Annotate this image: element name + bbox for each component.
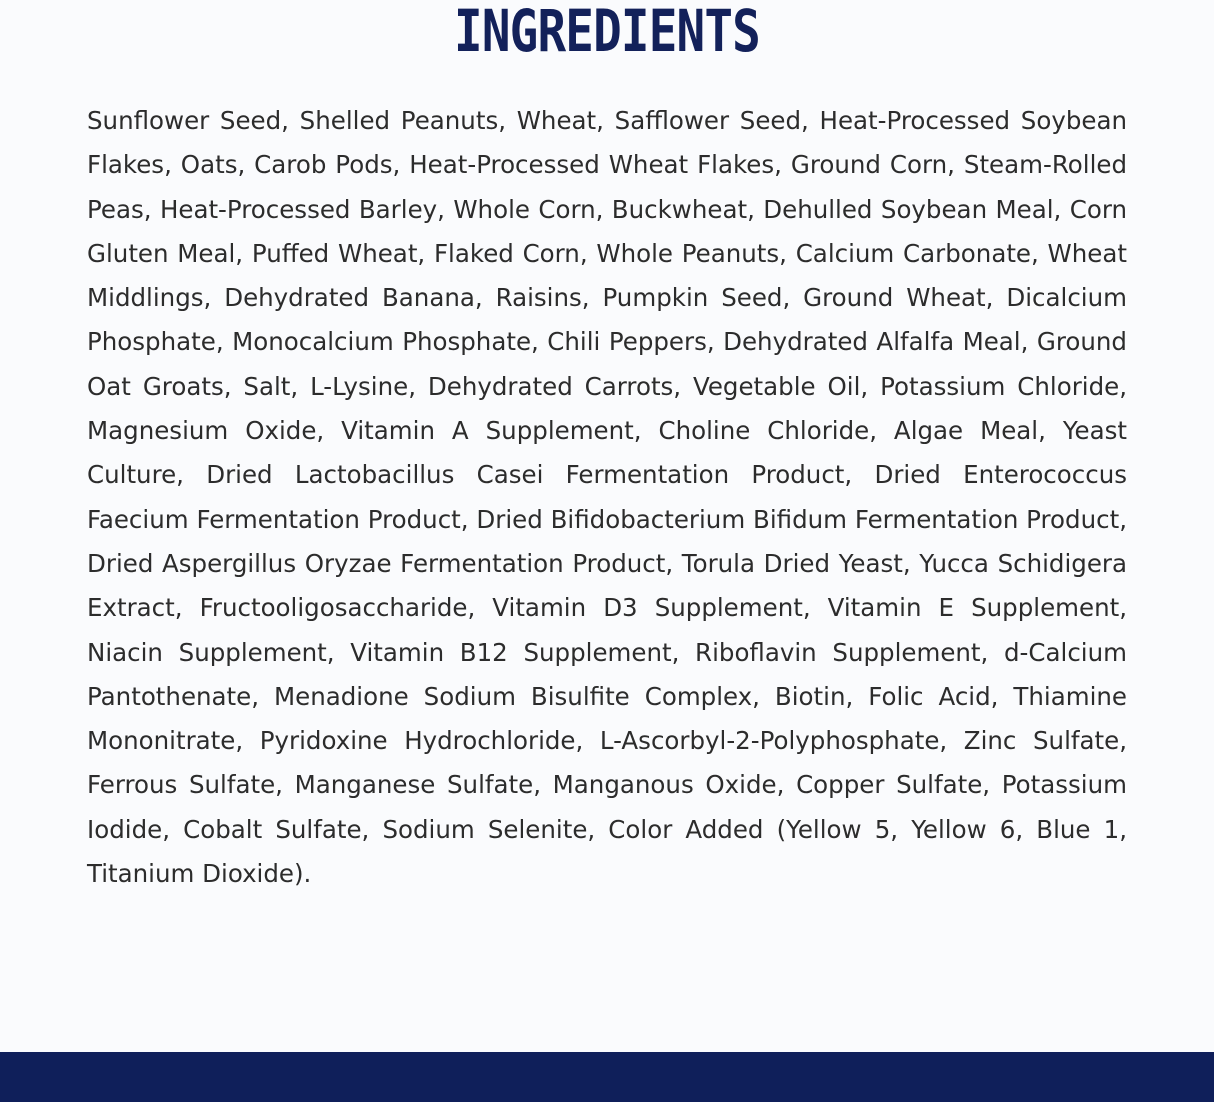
ingredients-heading: INGREDIENTS <box>454 0 760 65</box>
footer-bar <box>0 1052 1214 1102</box>
ingredients-list: Sunflower Seed, Shelled Peanuts, Wheat, Safflower Seed, Heat-Processed Soybean Flakes, Oats, Carob Pods, Heat-Processed Wheat Flakes, Ground Corn, Steam-Rolled Peas, Heat-Processed Barley, Whole Corn, Buckwheat, Dehulled Soybean Meal, Corn Gluten Meal, Puffed Wheat, Flaked Corn, Whole Peanuts, Calcium Carbonate, Wheat Middlings, Dehydrated Banana, Raisins, Pumpkin Seed, Ground Wheat, Dicalcium Phosphate, Monocalcium Phosphate, Chili Peppers, Dehydrated Alfalfa Meal, Ground Oat Groats, Salt, L-Lysine, Dehydrated Carrots, Vegetable Oil, Potassium Chloride, Magnesium Oxide, Vitamin A Supplement, Choline Chloride, Algae Meal, Yeast Culture, Dried Lactobacillus Casei Fermentation Product, Dried Enterococcus Faecium Fermentation Product, Dried Bifidobacterium Bifidum Fermentation Product, Dried Aspergillus Oryzae Fermentation Product, Torula Dried Yeast, Yucca Schidigera Extract, Fructooligosaccharide, Vitamin D3 Supplement, Vitamin E Supplement, Niacin Supplement, Vitamin B12 Supplement, Riboflavin Supplement, d-Calcium Pantothenate, Menadione Sodium Bisulfite Complex, Biotin, Folic Acid, Thiamine Mononitrate, Pyridoxine Hydrochloride, L-Ascorbyl-2-Polyphosphate, Zinc Sulfate, Ferrous Sulfate, Manganese Sulfate, Manganous Oxide, Copper Sulfate, Potassium Iodide, Cobalt Sulfate, Sodium Selenite, Color Added (Yellow 5, Yellow 6, Blue 1, Titanium Dioxide). <box>87 106 1127 889</box>
